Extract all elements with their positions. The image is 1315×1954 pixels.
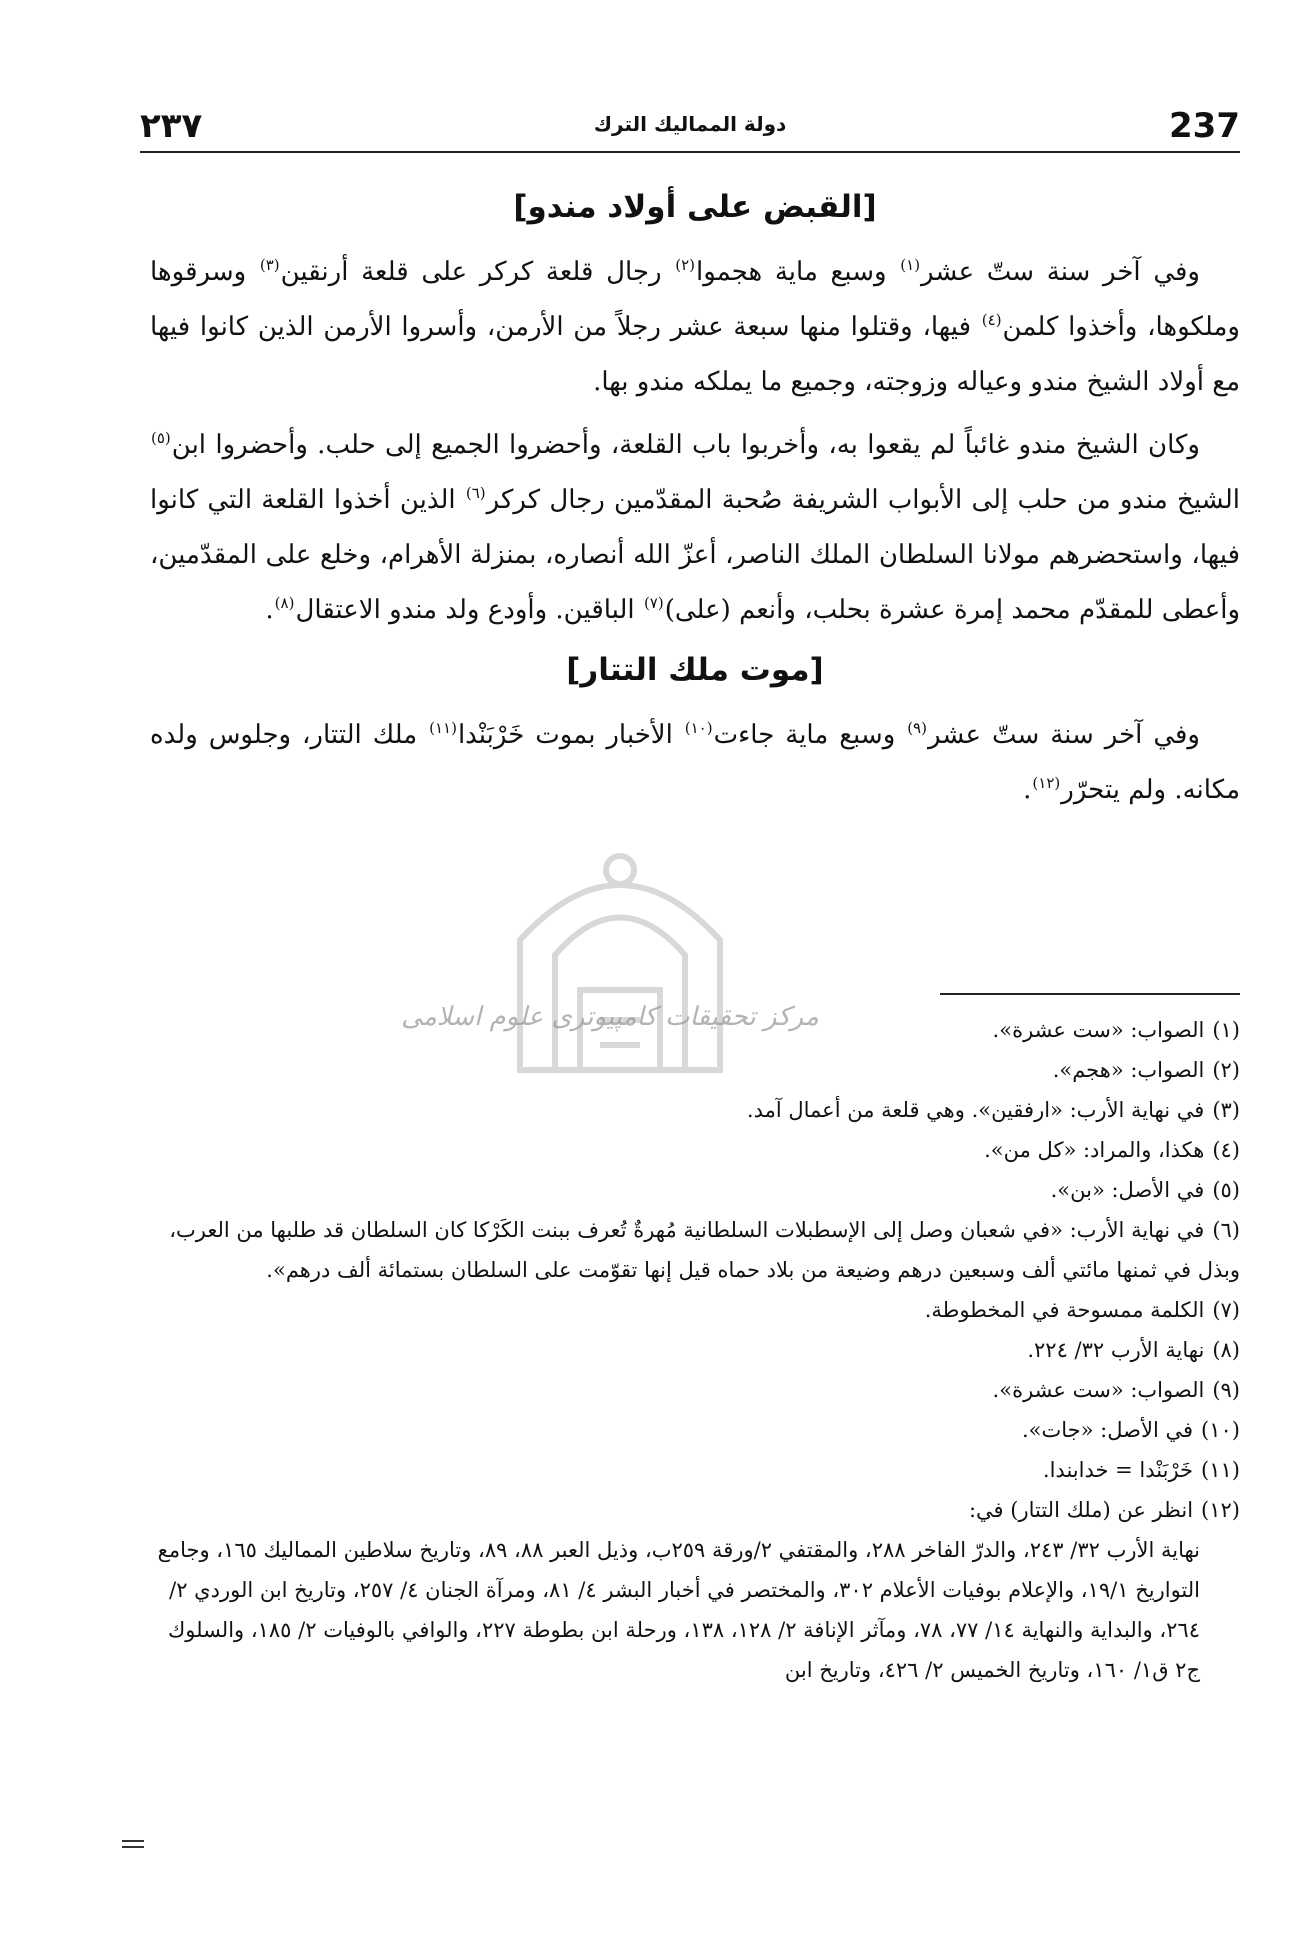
footnote-text: الصواب: «هجم».: [1052, 1058, 1205, 1082]
footnote-number: (٤): [1212, 1138, 1240, 1162]
footnote-ref[interactable]: (١١): [429, 719, 457, 738]
page-number-arabic: ٢٣٧: [140, 106, 203, 146]
section-heading: [موت ملك التتار]: [566, 652, 824, 688]
text-run: وكان الشيخ مندو غائباً لم يقعوا به، وأخربوا باب القلعة، وأحضروا الجميع إلى حلب. وأحضروا ابن: [171, 430, 1200, 460]
footnote-ref[interactable]: (٢): [675, 256, 695, 275]
text-run: ملك التتار، وجلوس ولده مكانه. ولم يتحرّر: [150, 720, 1240, 805]
footnote-text: نهاية الأرب ٣٢/ ٢٢٤.: [1027, 1338, 1205, 1362]
footnote-item: [150, 1450, 1240, 1490]
footnote-item: [150, 1490, 1240, 1530]
footnote-ref[interactable]: (٧): [643, 594, 664, 613]
paragraph: [150, 245, 1240, 410]
footnote-ref[interactable]: (٨): [274, 594, 295, 613]
footnote-rule: [940, 993, 1240, 995]
footnote-number: (٩): [1212, 1378, 1240, 1402]
text-run: وسبع ماية جاءت: [713, 720, 907, 750]
footnote-item: [150, 1410, 1240, 1450]
footnote-ref[interactable]: (٤): [981, 311, 1002, 330]
footnote-item: [150, 1210, 1240, 1290]
footnote-ref[interactable]: (١): [900, 256, 921, 275]
text-run: وفي آخر سنة ستّ عشر: [927, 720, 1200, 750]
footnote-item: [150, 1050, 1240, 1090]
footnote-ref[interactable]: (١٠): [684, 719, 713, 738]
page-number-latin: 237: [1169, 106, 1240, 146]
footnote-text: الكلمة ممسوحة في المخطوطة.: [924, 1298, 1205, 1322]
footnote-text: في الأصل: «بن».: [1050, 1178, 1205, 1202]
footnote-number: (٣): [1212, 1098, 1240, 1122]
section-heading: [القبض على أولاد مندو]: [513, 189, 877, 225]
running-title: دولة المماليك الترك: [593, 112, 787, 136]
page-header: [140, 100, 1240, 150]
paragraph: [150, 418, 1240, 638]
footnote-number: (١٠): [1201, 1418, 1240, 1442]
footnotes: [150, 1010, 1240, 1690]
footnote-item: [150, 1370, 1240, 1410]
text-run: وفي آخر سنة ستّ عشر: [921, 257, 1200, 287]
footnote-text: هكذا، والمراد: «كل من».: [984, 1138, 1205, 1162]
footnote-item: [150, 1170, 1240, 1210]
text-run: الشيخ مندو من حلب إلى الأبواب الشريفة صُحبة المقدّمين رجال كركر: [486, 485, 1241, 515]
text-run: .: [265, 595, 274, 625]
footnote-text: خَرْبَنْدا = خدابندا.: [1042, 1458, 1194, 1482]
footnote-ref[interactable]: (٣): [259, 256, 280, 275]
continuation-mark: [122, 1840, 144, 1848]
text-run: رجال قلعة كركر على قلعة أرنقين: [280, 257, 675, 287]
header-rule: [140, 151, 1240, 153]
footnote-text: الصواب: «ست عشرة».: [992, 1018, 1205, 1042]
main-text: [150, 175, 1240, 818]
footnote-text: في نهاية الأرب: «في شعبان وصل إلى الإسطبلات السلطانية مُهرةٌ تُعرف ببنت الكَرْكا كان السلطان قد طلبها من العرب، وبذل في ثمنها مائتي ألف وسبعين درهم وضيعة من بلاد حماه قيل إنها تقوّمت على السلطان بستمائة ألف درهم».: [169, 1218, 1240, 1282]
text-run: الباقين. وأودع ولد مندو الاعتقال: [295, 595, 643, 625]
text-run: فيها، وقتلوا منها سبعة عشر رجلاً من الأرمن، وأسروا الأرمن الذين كانوا فيها مع أولاد الشيخ مندو وعياله وزوجته، وجميع ما يملكه مندو بها.: [150, 312, 1240, 397]
footnote-ref[interactable]: (٩): [907, 719, 927, 738]
footnote-ref[interactable]: (٦): [465, 484, 486, 503]
footnote-number: (١): [1212, 1018, 1240, 1042]
footnote-item: [150, 1090, 1240, 1130]
text-run: .: [1023, 775, 1032, 805]
footnote-text: انظر عن (ملك التتار) في:: [968, 1498, 1194, 1522]
footnote-item: [150, 1330, 1240, 1370]
footnote-text: في الأصل: «جات».: [1021, 1418, 1194, 1442]
watermark-caption: مركز تحقيقات كامپيوترى علوم اسلامى: [401, 1002, 819, 1032]
footnote-item: [150, 1290, 1240, 1330]
footnote-ref[interactable]: (٥): [151, 429, 171, 448]
footnote-text: في نهاية الأرب: «ارفقين». وهي قلعة من أعمال آمد.: [746, 1098, 1205, 1122]
footnote-number: (٦): [1212, 1218, 1240, 1242]
text-run: الأخبار بموت خَرْبَنْدا: [457, 720, 684, 750]
paragraph: [150, 708, 1240, 818]
footnote-number: (١١): [1201, 1458, 1240, 1482]
footnote-continuation: نهاية الأرب ٣٢/ ٢٤٣، والدرّ الفاخر ٢٨٨، والمقتفي ٢/ورقة ٢٥٩ب، وذيل العبر ٨٨، ٨٩، وتاريخ سلاطين المماليك ١٦٥، وجامع التواريخ ١٩/١، والإعلام بوفيات الأعلام ٣٠٢، والمختصر في أخبار البشر ٤/ ٨١، ومرآة الجنان ٤/ ٢٥٧، وتاريخ ابن الوردي ٢/ ٢٦٤، والبداية والنهاية ١٤/ ٧٧، ٧٨، ومآثر الإنافة ٢/ ١٢٨، ١٣٨، ورحلة ابن بطوطة ٢٢٧، والوافي بالوفيات ٢/ ١٨٥، والسلوك ج٢ ق١/ ١٦٠، وتاريخ الخميس ٢/ ٤٢٦، وتاريخ ابن: [157, 1538, 1200, 1682]
text-run: الذين أخذوا القلعة التي كانوا فيها، واستحضرهم مولانا السلطان الملك الناصر، أعزّ الله أنصاره، بمنزلة الأهرام، وخلع على المقدّمين، وأعطى للمقدّم محمد إمرة عشرة بحلب، وأنعم (على): [150, 485, 1240, 625]
footnote-number: (٨): [1212, 1338, 1240, 1362]
text-run: وسبع ماية هجموا: [696, 257, 900, 287]
text-run: وسرقوها وملكوها، وأخذوا كلمن: [150, 257, 1240, 342]
footnote-item: [150, 1010, 1240, 1050]
footnote-number: (٥): [1212, 1178, 1240, 1202]
footnote-number: (٢): [1212, 1058, 1240, 1082]
footnote-number: (٧): [1212, 1298, 1240, 1322]
footnote-ref[interactable]: (١٢): [1032, 774, 1061, 793]
footnote-number: (١٢): [1201, 1498, 1240, 1522]
footnote-item: [150, 1130, 1240, 1170]
footnote-text: الصواب: «ست عشرة».: [992, 1378, 1205, 1402]
